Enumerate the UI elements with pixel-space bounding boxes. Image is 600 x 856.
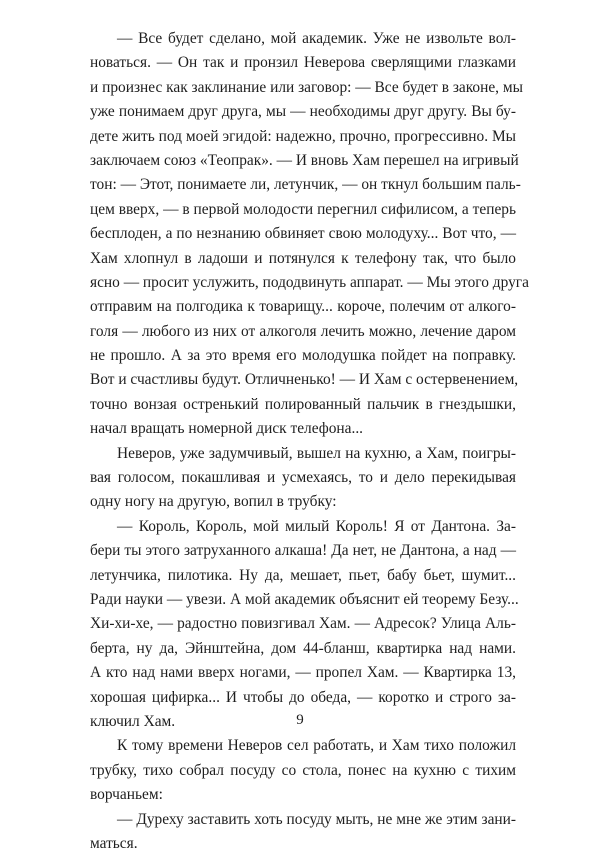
text-line: цем вверх, — в первой молодости перегнил сифилисом, а теперь [90, 198, 516, 222]
text-line: — Король, Король, мой милый Король! Я от Дантона. За- [90, 515, 516, 539]
text-line: начал вращать номерной диск телефона... [90, 417, 516, 441]
text-line: А кто над нами вверх ногами, — пропел Хам. — Квартирка 13, [90, 661, 516, 685]
text-line: и произнес как заклинание или заговор: — Все будет в законе, мы [90, 76, 516, 100]
paragraph [90, 27, 516, 442]
page-number: 9 [0, 710, 600, 730]
text-line: голя — любого из них от алкоголя лечить можно, лечение даром [90, 320, 516, 344]
text-line: маться. [90, 832, 516, 856]
text-line: трубку, тихо собрал посуду со стола, понес на кухню с тихим [90, 759, 516, 783]
text-line: Вот и счастливы будут. Отличненько! — И Хам с остервенением, [90, 368, 516, 392]
paragraph [90, 734, 516, 807]
text-line: Неверов, уже задумчивый, вышел на кухню, а Хам, поигры- [90, 442, 516, 466]
paragraph [90, 442, 516, 515]
text-line: отправим на полгодика к товарищу... короче, полечим от алкого- [90, 295, 516, 319]
text-line: Ради науки — увези. А мой академик объяснит ей теорему Безу... [90, 588, 516, 612]
text-line: точно вонзая остренький полированный пальчик в гнездышки, [90, 393, 516, 417]
text-line: К тому времени Неверов сел работать, и Хам тихо положил [90, 734, 516, 758]
text-line: берта, ну да, Эйнштейна, дом 44-бланш, квартирка над нами. [90, 637, 516, 661]
body-text [90, 27, 516, 856]
text-line: бери ты этого затруханного алкаша! Да нет, не Дантона, а над — [90, 539, 516, 563]
text-line: уже понимаем друг друга, мы — необходимы друг другу. Вы бу- [90, 100, 516, 124]
text-line: хорошая цифирка... И чтобы до обеда, — коротко и строго за- [90, 686, 516, 710]
text-line: тон: — Этот, понимаете ли, летунчик, — он ткнул большим паль- [90, 173, 516, 197]
text-line: летунчика, пилотика. Ну да, мешает, пьет, бабу бьет, шумит... [90, 564, 516, 588]
text-line: — Все будет сделано, мой академик. Уже не извольте вол- [90, 27, 516, 51]
text-line: бесплоден, а по незнанию обвиняет свою молодуху... Вот что, — [90, 222, 516, 246]
text-line: Хи-хи-хе, — радостно повизгивал Хам. — Адресок? Улица Аль- [90, 612, 516, 636]
text-line: Хам хлопнул в ладоши и потянулся к телефону так, что было [90, 247, 516, 271]
text-line: одну ногу на другую, вопил в трубку: [90, 490, 516, 514]
text-line: не прошло. А за это время его молодушка пойдет на поправку. [90, 344, 516, 368]
text-line: — Дуреху заставить хоть посуду мыть, не мне же этим зани- [90, 808, 516, 832]
text-line: заключаем союз «Теопрак». — И вновь Хам перешел на игривый [90, 149, 516, 173]
text-line: новаться. — Он так и пронзил Неверова сверлящими глазками [90, 51, 516, 75]
text-line: ключил Хам. [90, 710, 516, 734]
paragraph [90, 515, 516, 735]
text-line: вая голосом, покашливая и усмехаясь, то и дело перекидывая [90, 466, 516, 490]
text-line: дете жить под моей эгидой: надежно, прочно, прогрессивно. Мы [90, 125, 516, 149]
text-line: ясно — просит услужить, пододвинуть аппарат. — Мы этого друга [90, 271, 516, 295]
text-line: ворчаньем: [90, 783, 516, 807]
paragraph [90, 808, 516, 856]
